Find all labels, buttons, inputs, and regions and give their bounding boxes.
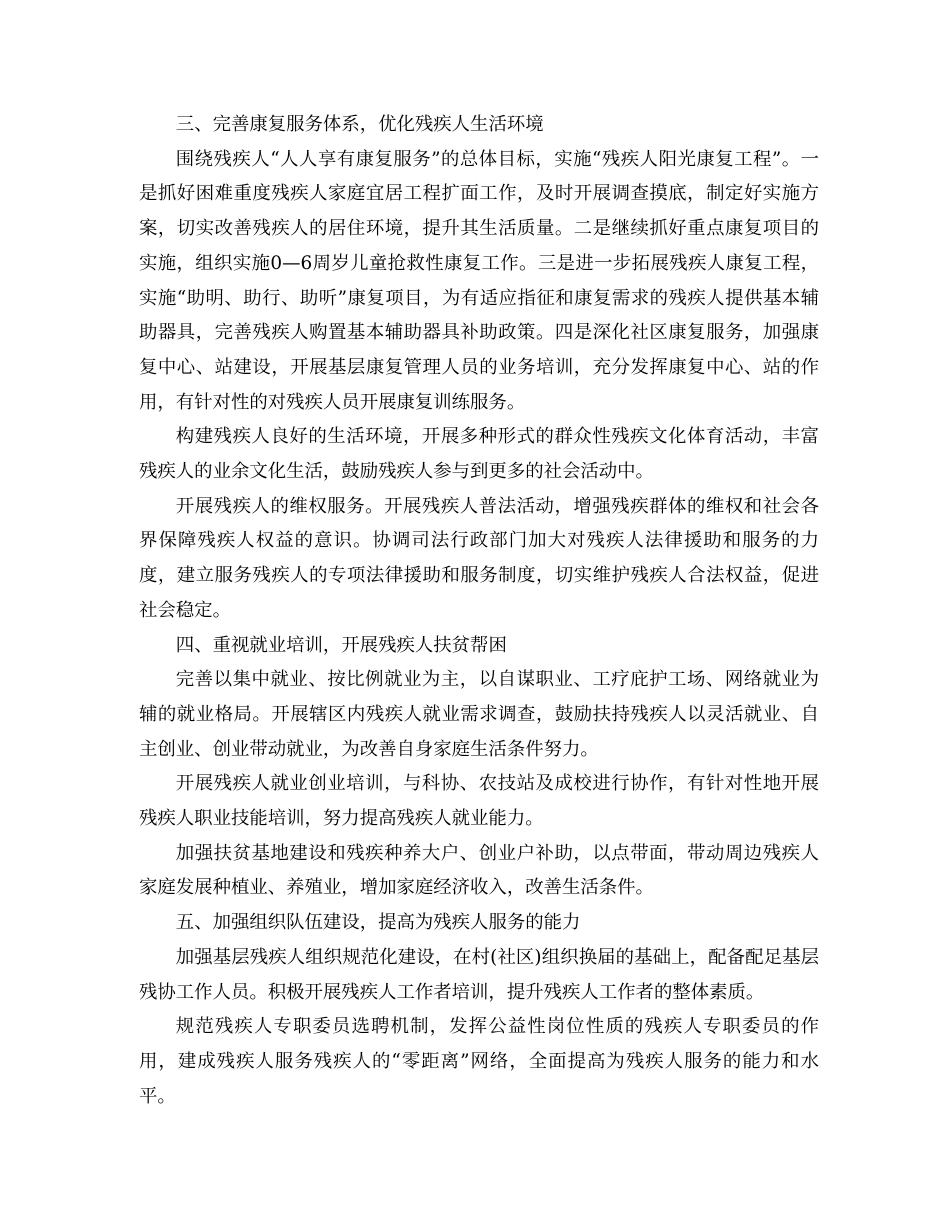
section-heading-4: 四、重视就业培训，开展残疾人扶贫帮困	[175, 634, 507, 656]
paragraph-rights-service: 开展残疾人的维权服务。开展残疾人普法活动，增强残疾群体的维权和社会各界保障残疾人权益的意识。协调司法行政部门加大对残疾人法律援助和服务的力度，建立服务残疾人的专项法律援助和服务制度，切实维护残疾人合法权益，促进社会稳定。	[139, 495, 819, 621]
section-heading-3: 三、完善康复服务体系，优化残疾人生活环境	[175, 114, 544, 135]
paragraph-employment-training: 开展残疾人就业创业培训，与科协、农技站及成校进行协作，有针对性地开展残疾人职业技能培训，努力提高残疾人就业能力。	[139, 773, 819, 830]
paragraph-fulltime-members: 规范残疾人专职委员选聘机制，发挥公益性岗位性质的残疾人专职委员的作用，建成残疾人服务残疾人的“零距离”网络，全面提高为残疾人服务的能力和水平。	[139, 1016, 819, 1107]
paragraph-rehab-goals: 围绕残疾人“人人享有康复服务”的总体目标，实施“残疾人阳光康复工程”。一是抓好困难重度残疾人家庭宜居工程扩面工作，及时开展调查摸底，制定好实施方案，切实改善残疾人的居住环境，提升其生活质量。二是继续抓好重点康复项目的实施，组织实施0—6周岁儿童抢救性康复工作。三是进一步拓展残疾人康复工程，实施“助明、助行、助听”康复项目，为有适应指征和康复需求的残疾人提供基本辅助器具，完善残疾人购置基本辅助器具补助政策。四是深化社区康复服务，加强康复中心、站建设，开展基层康复管理人员的业务培训，充分发挥康复中心、站的作用，有针对性的对残疾人员开展康复训练服务。	[139, 148, 819, 413]
paragraph-poverty-bases: 加强扶贫基地建设和残疾种养大户、创业户补助，以点带面，带动周边残疾人家庭发展种植业、养殖业，增加家庭经济收入，改善生活条件。	[139, 842, 819, 899]
section-heading-5: 五、加强组织队伍建设，提高为残疾人服务的能力	[175, 912, 581, 934]
document-page	[139, 108, 819, 1114]
paragraph-employment-pattern: 完善以集中就业、按比例就业为主，以自谋职业、工疗庇护工场、网络就业为辅的就业格局。开展辖区内残疾人就业需求调查，鼓励扶持残疾人以灵活就业、自主创业、创业带动就业，为改善自身家庭生活条件努力。	[139, 669, 819, 760]
paragraph-organization-building: 加强基层残疾人组织规范化建设，在村(社区)组织换届的基础上，配备配足基层残协工作人员。积极开展残疾人工作者培训，提升残疾人工作者的整体素质。	[139, 946, 819, 1003]
paragraph-living-environment: 构建残疾人良好的生活环境，开展多种形式的群众性残疾文化体育活动，丰富残疾人的业余文化生活，鼓励残疾人参与到更多的社会活动中。	[139, 426, 819, 483]
